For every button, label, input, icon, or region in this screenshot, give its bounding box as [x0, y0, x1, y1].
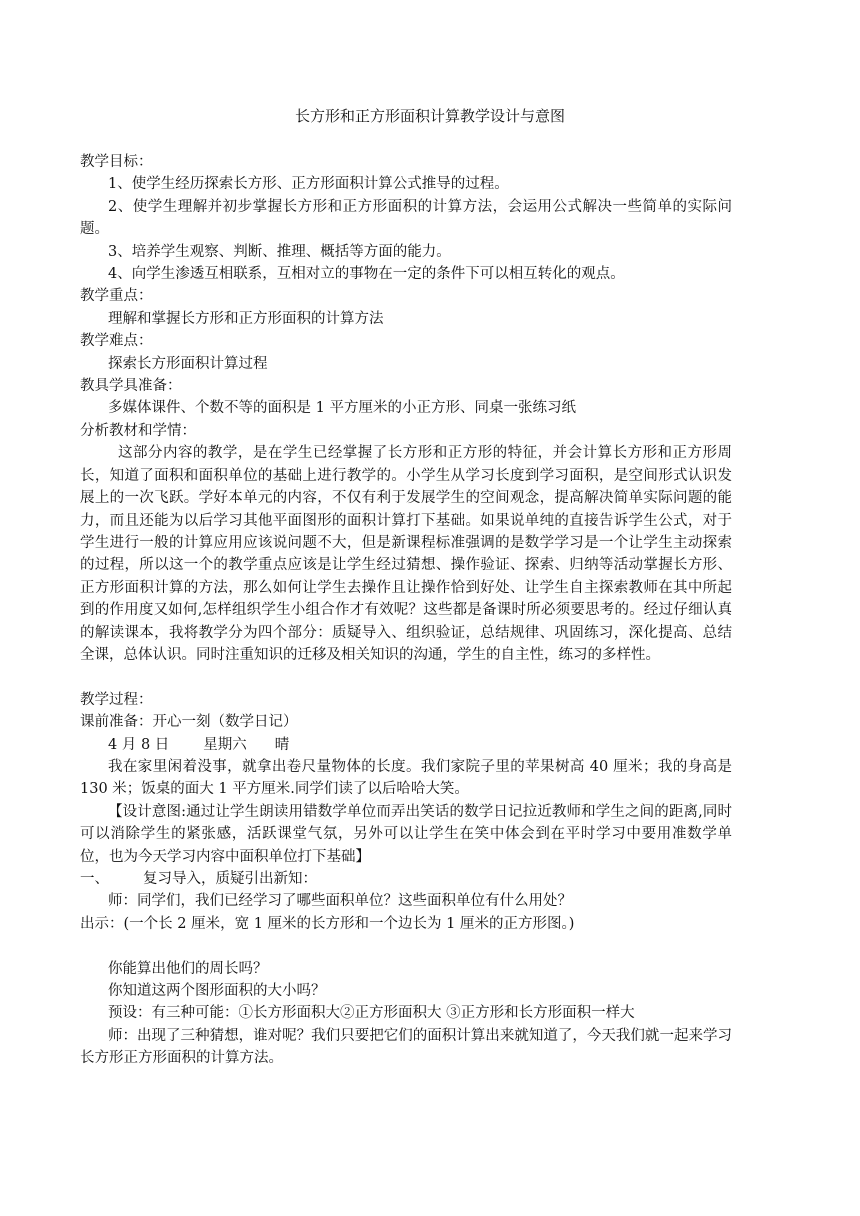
- spacer: [80, 666, 732, 688]
- diary-weather: 晴: [274, 736, 290, 753]
- diary-date: 4 月 8 日: [108, 736, 170, 753]
- materials-text: 多媒体课件、个数不等的面积是 1 平方厘米的小正方形、同桌一张练习纸: [108, 400, 576, 417]
- analysis-paragraph: 这部分内容的教学，是在学生已经掌握了长方形和正方形的特征，并会计算长方形和正方形周长，知道了面积和面积单位的基础上进行教学的。小学生从学习长度到学习面积，是空间形式认识发展上的一次飞跃。学好本单元的内容，不仅有利于发展学生的空间观念，提高解决简单实际问题的能力，而且还能为以后学习其他平面图形的面积计算打下基础。如果说单纯的直接告诉学生公式，对于学生进行一般的计算应用应该说问题不大，但是新课程标准强调的是数学学习是一个让学生主动探索的过程，所以这一个的教学重点应该是让学生经过猜想、操作验证、探索、归纳等活动掌握长方形、正方形面积计算的方法，那么如何让学生去操作且让操作恰到好处、让学生自主探索教师在其中所起到的作用度又如何,怎样组织学生小组合作才有效呢？这些都是备课时所必须要思考的。经过仔细认真的解读课本，我将教学分为四个部分：质疑导入、组织验证，总结规律、巩固练习，深化提高、总结全课，总体认识。同时注重知识的迁移及相关知识的沟通，学生的自主性，练习的多样性。: [80, 445, 732, 663]
- teacher-question: 师：同学们，我们已经学习了哪些面积单位？这些面积单位有什么用处？: [108, 893, 572, 910]
- diary-header: [80, 734, 732, 756]
- question-1: 你能算出他们的周长吗？: [108, 960, 268, 977]
- key-point-text: 理解和掌握长方形和正方形面积的计算方法: [108, 310, 384, 327]
- document-title: 长方形和正方形面积计算教学设计与意图: [294, 107, 565, 125]
- design-intent: 【设计意图:通过让学生朗读用错数学单位而弄出笑话的数学日记拉近教师和学生之间的距离,同时可以消除学生的紧张感，活跃课堂气氛，另外可以让学生在笑中体会到在平时学习中要用准数学单位，也为今天学习内容中面积单位打下基础】: [80, 803, 732, 865]
- prep-line: 课前准备：开心一刻（数学日记）: [80, 714, 298, 731]
- materials-heading: 教具学具准备：: [80, 378, 182, 395]
- goal-item-3: 3、培养学生观察、判断、推理、概括等方面的能力。: [108, 243, 451, 260]
- process-heading: 教学过程：: [80, 691, 153, 708]
- goals-heading: 教学目标：: [80, 154, 153, 170]
- diary-text: 我在家里闲着没事，就拿出卷尺量物体的长度。我们家院子里的苹果树高 40 厘米；我的身高是 130 米；饭桌的面大 1 平方厘米.同学们读了以后哈哈大笑。: [80, 758, 732, 798]
- section-1-title: 复习导入，质疑引出新知：: [143, 870, 317, 887]
- analysis-heading: 分析教材和学情：: [80, 422, 196, 439]
- spacer: [80, 935, 732, 957]
- section-1-heading: [80, 868, 732, 890]
- show-line: 出示：(一个长 2 厘米，宽 1 厘米的长方形和一个边长为 1 厘米的正方形图。): [80, 915, 575, 932]
- goal-item-2: 2、使学生理解并初步掌握长方形和正方形面积的计算方法，会运用公式解决一些简单的实际问题。: [80, 198, 732, 238]
- question-2: 你知道这两个图形面积的大小吗？: [108, 983, 326, 999]
- prediction-line: 预设：有三种可能：①长方形面积大②正方形面积大 ③正方形和长方形面积一样大: [108, 1005, 635, 1022]
- goal-item-4: 4、向学生渗透互相联系，互相对立的事物在一定的条件下可以相互转化的观点。: [108, 266, 625, 283]
- difficulty-text: 探索长方形面积计算过程: [108, 355, 268, 372]
- diary-weekday: 星期六: [203, 736, 247, 753]
- difficulty-heading: 教学难点：: [80, 333, 153, 350]
- teacher-conclusion: 师：出现了三种猜想，谁对呢？我们只要把它们的面积计算出来就知道了，今天我们就一起来学习长方形正方形面积的计算方法。: [80, 1027, 732, 1067]
- key-point-heading: 教学重点：: [80, 288, 153, 305]
- goal-item-1: 1、使学生经历探索长方形、正方形面积计算公式推导的过程。: [108, 176, 509, 193]
- section-1-number: 一、: [80, 870, 109, 887]
- document-body: [80, 151, 732, 1070]
